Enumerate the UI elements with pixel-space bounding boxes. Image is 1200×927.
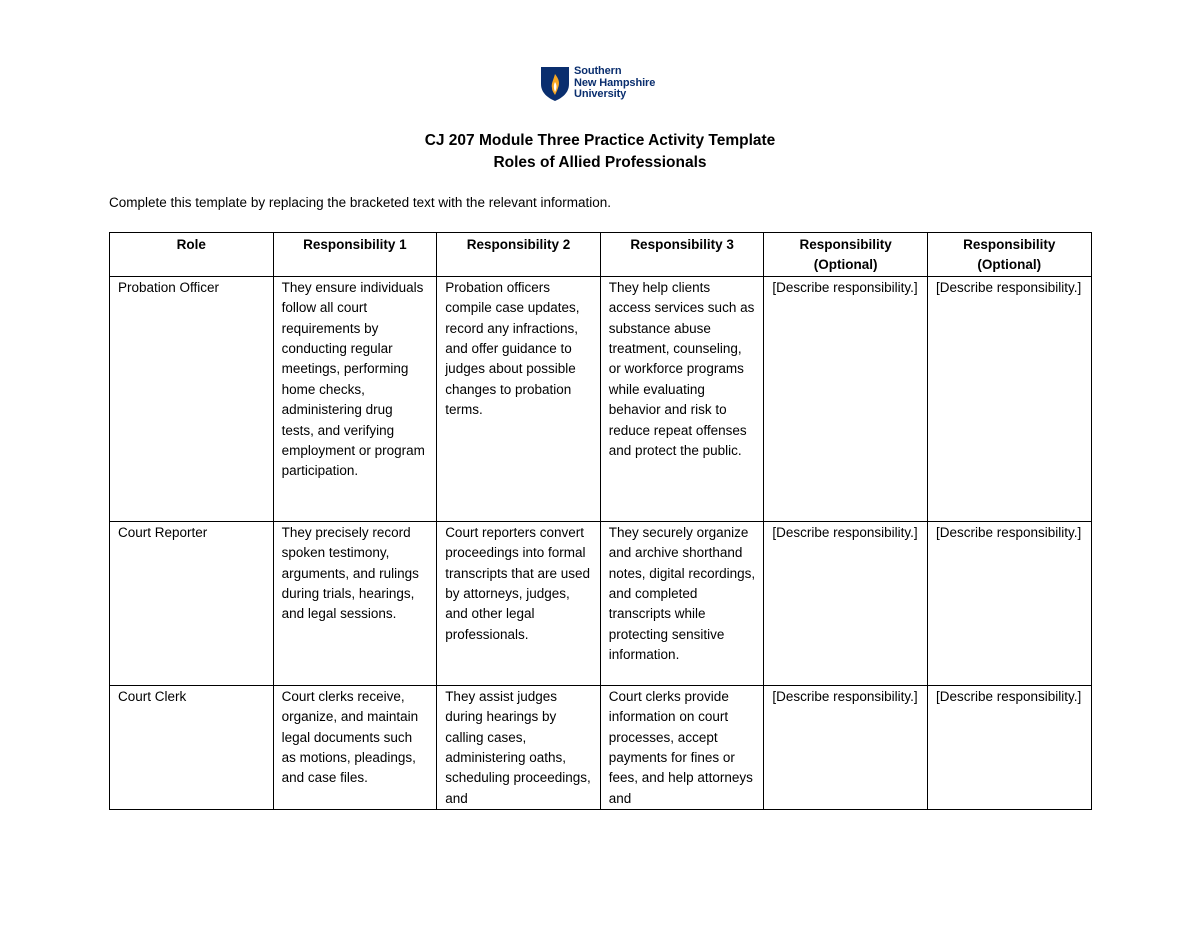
logo-line-1: Southern	[574, 65, 622, 77]
responsibility-3-cell[interactable]: They help clients access services such as substance abuse treatment, counseling, or workforce programs while evaluating behavior and risk to reduce repeat offenses and protect the public.	[600, 276, 764, 521]
instructions-text: Complete this template by replacing the bracketed text with the relevant information.	[109, 195, 612, 210]
header-responsibility-1: Responsibility 1	[273, 233, 437, 277]
role-cell[interactable]: Court Reporter	[110, 521, 274, 685]
responsibility-1-cell[interactable]: Court clerks receive, organize, and maintain legal documents such as motions, pleadings, and case files.	[273, 685, 437, 809]
header-responsibility-3: Responsibility 3	[600, 233, 764, 277]
shield-flame-icon	[540, 66, 570, 102]
role-cell[interactable]: Probation Officer	[110, 276, 274, 521]
responsibility-optional-1-cell[interactable]: [Describe responsibility.]	[764, 685, 928, 809]
university-logo	[540, 66, 655, 102]
responsibility-optional-2-cell[interactable]: [Describe responsibility.]	[927, 276, 1091, 521]
responsibility-2-cell[interactable]: Court reporters convert proceedings into formal transcripts that are used by attorneys, judges, and other legal professionals.	[437, 521, 601, 685]
logo-wordmark	[574, 66, 655, 101]
document-title	[0, 130, 1200, 174]
table-row	[110, 276, 1092, 521]
logo-line-3: University	[574, 88, 627, 100]
responsibility-optional-2-cell[interactable]: [Describe responsibility.]	[927, 685, 1091, 809]
responsibility-optional-1-cell[interactable]: [Describe responsibility.]	[764, 521, 928, 685]
table-header-row	[110, 233, 1092, 277]
header-role: Role	[110, 233, 274, 277]
responsibility-2-cell[interactable]: Probation officers compile case updates, record any infractions, and offer guidance to judges about possible changes to probation terms.	[437, 276, 601, 521]
responsibility-optional-2-cell[interactable]: [Describe responsibility.]	[927, 521, 1091, 685]
responsibility-3-cell[interactable]: They securely organize and archive shorthand notes, digital recordings, and completed transcripts while protecting sensitive information.	[600, 521, 764, 685]
responsibility-optional-1-cell[interactable]: [Describe responsibility.]	[764, 276, 928, 521]
title-line-2: Roles of Allied Professionals	[493, 154, 707, 171]
responsibility-3-cell[interactable]: Court clerks provide information on court processes, accept payments for fines or fees, and help attorneys and	[600, 685, 764, 809]
header-responsibility-2: Responsibility 2	[437, 233, 601, 277]
header-responsibility-optional-1: Responsibility (Optional)	[764, 233, 928, 277]
role-cell[interactable]: Court Clerk	[110, 685, 274, 809]
responsibility-1-cell[interactable]: They precisely record spoken testimony, arguments, and rulings during trials, hearings, and legal sessions.	[273, 521, 437, 685]
logo-line-2: New Hampshire	[574, 76, 656, 89]
table-row	[110, 685, 1092, 809]
header-responsibility-optional-2: Responsibility (Optional)	[927, 233, 1091, 277]
title-line-1: CJ 207 Module Three Practice Activity Template	[424, 132, 776, 149]
responsibility-2-cell[interactable]: They assist judges during hearings by calling cases, administering oaths, scheduling proceedings, and	[437, 685, 601, 809]
roles-table	[109, 232, 1092, 810]
responsibility-1-cell[interactable]: They ensure individuals follow all court requirements by conducting regular meetings, performing home checks, administering drug tests, and verifying employment or program participation.	[273, 276, 437, 521]
table-row	[110, 521, 1092, 685]
